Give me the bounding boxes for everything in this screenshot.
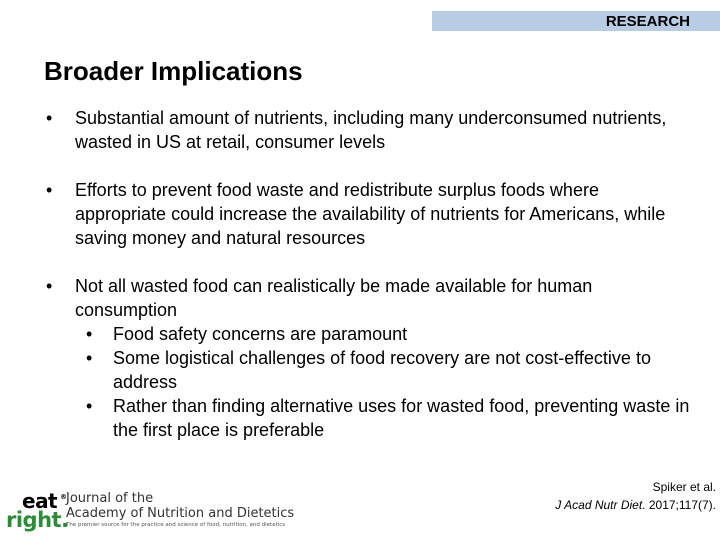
bullet-list [44,106,694,442]
journal-name-line1: Journal of the [66,491,154,506]
bullet-text: Not all wasted food can realistically be made available for human consumption [75,276,593,320]
logo-right-text: right. [6,508,69,532]
journal-logo [6,491,296,535]
bullet-marker: • [46,180,53,200]
eat-right-logo [6,489,69,535]
section-tag: RESEARCH [432,11,720,31]
sub-bullet-text: Some logistical challenges of food recovery are not cost-effective to address [113,348,651,392]
citation-authors: Spiker et al. [652,480,716,494]
bullet-marker: • [46,108,53,128]
bullet-item [44,106,694,154]
sub-bullet-item [44,346,694,394]
bullet-item [44,274,694,322]
bullet-marker: • [86,324,93,344]
citation-volume: . 2017;117(7). [642,498,716,512]
slide-title: Broader Implications [44,56,303,86]
bullet-marker: • [86,348,93,368]
bullet-text: Efforts to prevent food waste and redistribute surplus foods where appropriate could increase the availability of nutrients for Americans, while saving money and natural resources [75,180,666,248]
sub-bullet-text: Rather than finding alternative uses for wasted food, preventing waste in the first place is preferable [113,396,690,440]
journal-tagline: The premier source for the practice and science of food, nutrition, and dietetics [66,522,286,528]
bullet-marker: • [46,276,53,296]
bullet-marker: • [86,396,93,416]
sub-bullet-item [44,394,694,442]
bullet-item [44,178,694,250]
logo-eat-text: eat [22,489,58,513]
sub-bullet-text: Food safety concerns are paramount [113,324,408,344]
sub-bullet-item [44,322,694,346]
citation [555,478,716,514]
journal-name-line2: Academy of Nutrition and Dietetics [66,506,295,521]
registered-mark: ® [60,493,67,501]
bullet-text: Substantial amount of nutrients, including many underconsumed nutrients, wasted in US at retail, consumer levels [75,108,667,152]
citation-reference [555,496,716,514]
citation-journal: J Acad Nutr Diet [555,498,643,512]
journal-name [66,491,296,529]
